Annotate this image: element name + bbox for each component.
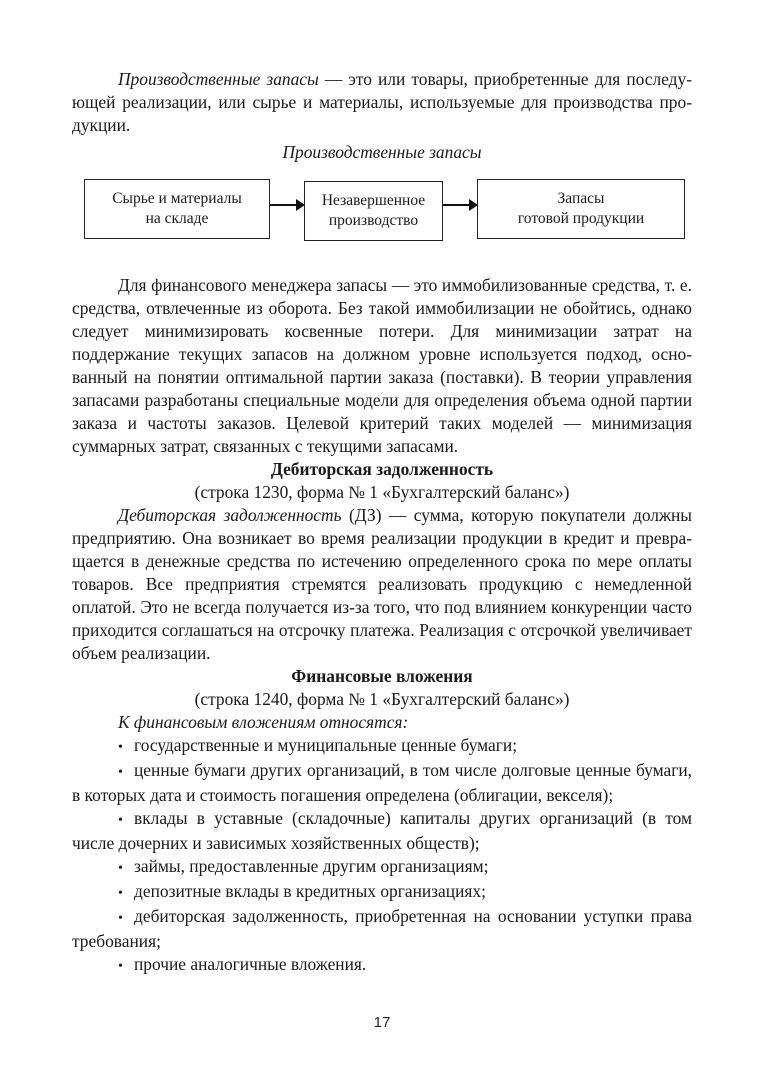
inventory-definition: — это или товары, приобретенные для последующей реализации, или сырье и материалы, используемые для производства продукции. [72, 69, 692, 135]
receivables-heading: Дебиторская задолженность [270, 459, 494, 479]
receivables-definition: (ДЗ) — сумма, которую покупатели должны предприятию. Она возникает во время реализации продукции в кредит и превращается в денежные средства по истечению определенного срока по мере оплаты товаров. Все предприятия стремятся реализовать продукцию с немедленной оплатой. Это не всегда получается из-за того, что под влиянием конкуренции часто приходится соглашаться на отсрочку платежа. Реализация с отсрочкой увеличивает объем реализации. [72, 505, 692, 663]
receivables-paragraph [72, 504, 692, 665]
list-item [72, 880, 692, 905]
bullet-icon: • [118, 861, 123, 876]
financial-manager-paragraph: Для финансового менеджера запасы — это иммобилизованные средства, т. е. средства, отвлеченные из оборота. Без такой иммобилизации не обойтись, однако следует минимизировать косвенные потери. Для минимизации затрат на поддержание текущих запасов на должном уровне используется подход, основанный на понятии оптимальной партии заказа (поставки). В теории управления запасами разработаны специальные модели для определения объема одной партии заказа и частоты заказов. Целевой критерий таких моделей — минимизация суммарных затрат, связанных с текущими запасами. [72, 275, 692, 456]
list-item [72, 734, 692, 759]
diagram-box-raw-materials [84, 179, 270, 239]
diagram-box-work-in-progress [304, 181, 443, 241]
inventory-intro-paragraph [72, 68, 692, 137]
investments-subheading: (строка 1240, форма № 1 «Бухгалтерский баланс») [194, 689, 570, 709]
arrow-right-icon [270, 204, 304, 206]
investments-heading: Финансовые вложения [291, 666, 473, 686]
list-item-text: вклады в уставные (складочные) капиталы других организаций (в том числе дочерних и зависимых хозяйственных обществ); [72, 808, 692, 853]
bullet-icon: • [118, 911, 123, 926]
investments-list [72, 734, 692, 978]
page-number: 17 [373, 1014, 391, 1031]
list-item-text: государственные и муниципальные ценные бумаги; [134, 735, 518, 755]
box-line: готовой продукции [517, 210, 645, 227]
bullet-icon: • [118, 813, 123, 828]
list-item-text: ценные бумаги других организаций, в том числе долговые ценные бумаги, в которых дата и стоимость погашения определена (облигации, векселя); [72, 760, 692, 805]
receivables-subheading: (строка 1230, форма № 1 «Бухгалтерский баланс») [194, 482, 570, 502]
list-item-text: займы, предоставленные другим организациям; [134, 856, 489, 876]
box-line: Запасы [557, 190, 605, 207]
diagram-caption: Производственные запасы [282, 142, 482, 162]
list-item [72, 759, 692, 807]
box-line: на складе [145, 210, 209, 227]
bullet-icon: • [118, 740, 123, 755]
list-item [72, 905, 692, 953]
bullet-icon: • [118, 765, 123, 780]
inventory-term: Производственные запасы [118, 69, 319, 89]
list-item [72, 953, 692, 978]
bullet-icon: • [118, 886, 123, 901]
box-line: Сырье и материалы [112, 190, 242, 207]
arrow-right-icon [443, 204, 477, 206]
list-item-text: прочие аналогичные вложения. [134, 954, 367, 974]
list-item [72, 807, 692, 855]
diagram-box-finished-goods [477, 179, 685, 239]
list-item-text: дебиторская задолженность, приобретенная на основании уступки права требования; [72, 906, 692, 951]
page-body [72, 68, 692, 978]
receivables-term: Дебиторская задолженность [118, 505, 342, 525]
list-item [72, 855, 692, 880]
list-item-text: депозитные вклады в кредитных организациях; [134, 881, 486, 901]
box-line: производство [328, 212, 419, 229]
box-line: Незавершенное [321, 192, 426, 209]
bullet-icon: • [118, 959, 123, 974]
investments-intro: К финансовым вложениям относятся: [118, 712, 409, 732]
inventory-flow-diagram [72, 164, 692, 274]
